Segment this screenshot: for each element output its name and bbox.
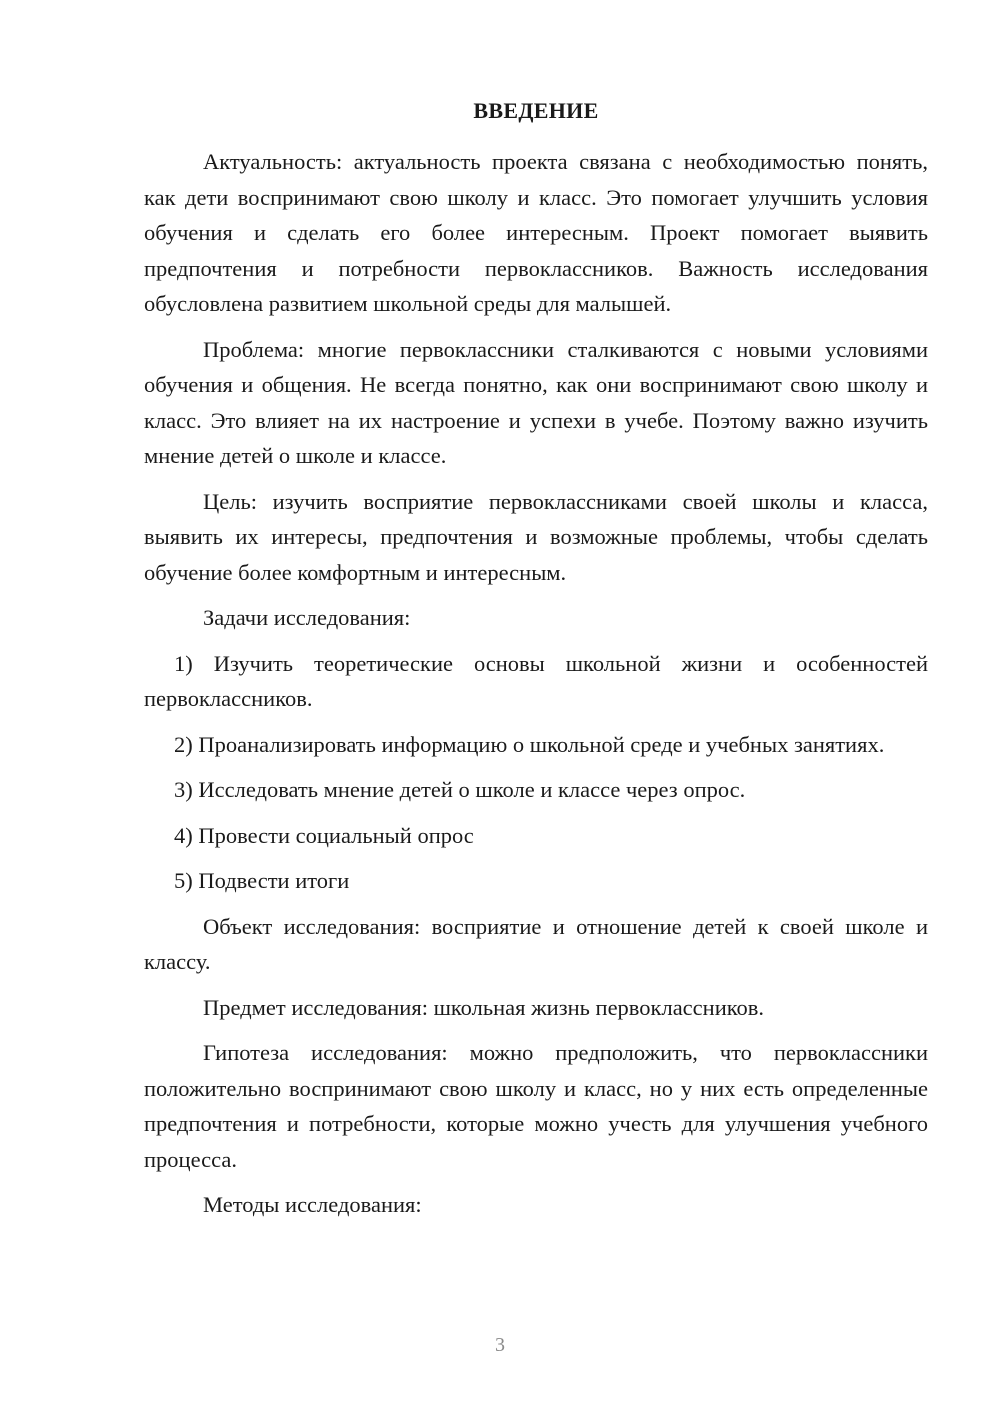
- hypothesis-paragraph: Гипотеза исследования: можно предположить, что первоклассники положительно воспринимают свою школу и класс, но у них есть определенные предпочтения и потребности, которые можно учесть для улучшения учебного процесса.: [144, 1040, 928, 1172]
- task-item-3: 3) Исследовать мнение детей о школе и классе через опрос.: [174, 777, 746, 802]
- relevance-paragraph: Актуальность: актуальность проекта связана с необходимостью понять, как дети воспринимают свою школу и класс. Это помогает улучшить условия обучения и сделать его более интересным. Проект помогает выявить предпочтения и потребности первоклассников. Важность исследования обусловлена развитием школьной среды для малышей.: [144, 149, 928, 316]
- task-item-2: 2) Проанализировать информацию о школьной среде и учебных занятиях.: [174, 731, 885, 757]
- tasks-title: Задачи исследования:: [203, 605, 411, 630]
- task-item-1: 1) Изучить теоретические основы школьной жизни и особенностей первоклассников.: [144, 650, 928, 711]
- subject-paragraph: Предмет исследования: школьная жизнь первоклассников.: [203, 994, 765, 1020]
- task-item-4: 4) Провести социальный опрос: [174, 822, 474, 848]
- page-number: 3: [495, 1334, 505, 1356]
- section-heading: ВВЕДЕНИЕ: [473, 98, 599, 123]
- goal-paragraph: Цель: изучить восприятие первоклассниками своей школы и класса, выявить их интересы, предпочтения и возможные проблемы, чтобы сделать обучение более комфортным и интересным.: [144, 488, 928, 585]
- document-page: [144, 96, 928, 1233]
- task-item-5: 5) Подвести итоги: [174, 868, 350, 893]
- problem-paragraph: Проблема: многие первоклассники сталкиваются с новыми условиями обучения и общения. Не всегда понятно, как они воспринимают свою школу и класс. Это влияет на их настроение и успехи в учебе. Поэтому важно изучить мнение детей о школе и классе.: [144, 336, 928, 468]
- object-paragraph: Объект исследования: восприятие и отношение детей к своей школе и классу.: [144, 913, 928, 974]
- methods-title: Методы исследования:: [203, 1192, 422, 1217]
